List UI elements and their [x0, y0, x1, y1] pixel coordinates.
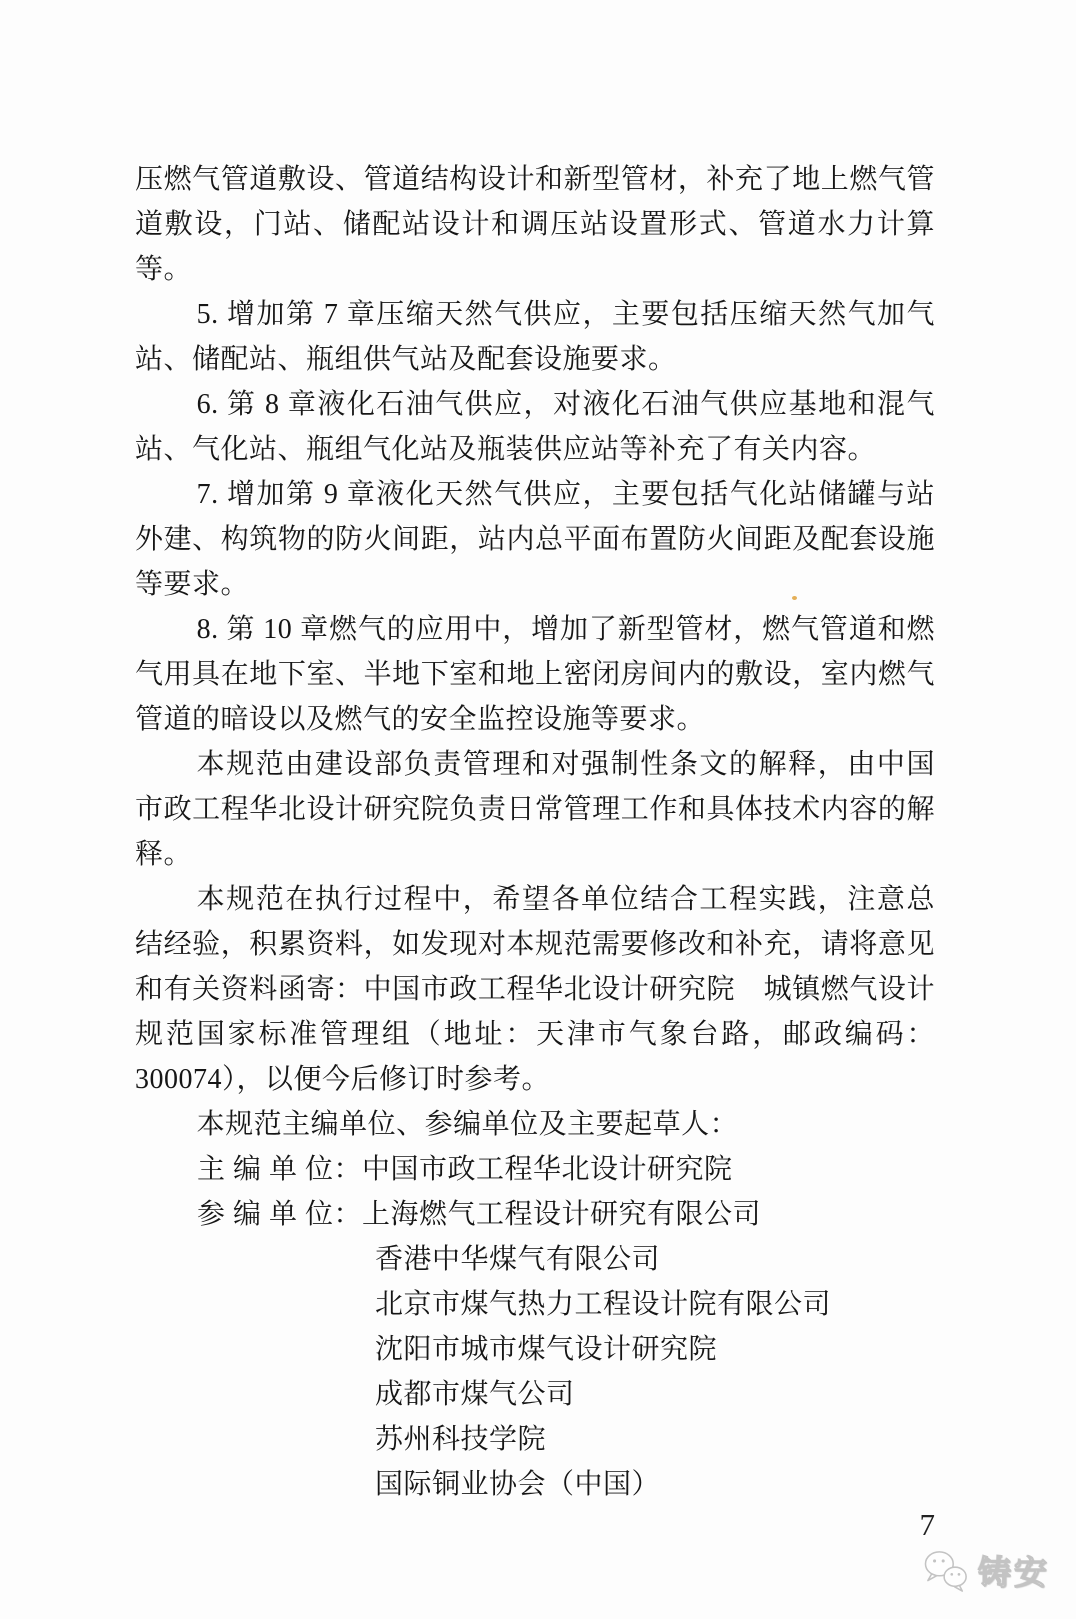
- participating-editor-first-value: 上海燃气工程设计研究有限公司: [362, 1199, 762, 1230]
- preface-text-block: [135, 157, 935, 1507]
- watermark: [923, 1547, 1050, 1594]
- participating-org: 沈阳市城市煤气设计研究院: [375, 1334, 718, 1365]
- paragraph-item-5: 5. 增加第 7 章压缩天然气供应，主要包括压缩天然气加气站、储配站、瓶组供气站及配套设施要求。: [135, 299, 935, 375]
- participating-org: 国际铜业协会（中国）: [375, 1469, 661, 1500]
- participating-org: 北京市煤气热力工程设计院有限公司: [375, 1289, 832, 1320]
- participating-org: 成都市煤气公司: [375, 1379, 575, 1410]
- paragraph-item-8: 8. 第 10 章燃气的应用中，增加了新型管材，燃气管道和燃气用具在地下室、半地下室和地上密闭房间内的敷设，室内燃气管道的暗设以及燃气的安全监控设施等要求。: [135, 614, 935, 735]
- paragraph-item-7: 7. 增加第 9 章液化天然气供应，主要包括气化站储罐与站外建、构筑物的防火间距，站内总平面布置防火间距及配套设施等要求。: [135, 479, 935, 600]
- participating-editor-line: [197, 1192, 935, 1237]
- wechat-icon: [923, 1549, 971, 1593]
- participating-org: 香港中华煤气有限公司: [375, 1244, 661, 1275]
- page-number: 7: [919, 1507, 935, 1542]
- participating-editor-label: 参 编 单 位：: [197, 1199, 363, 1230]
- paragraph-continuation: 压燃气管道敷设、管道结构设计和新型管材，补充了地上燃气管道敷设，门站、储配站设计和调压站设置形式、管道水力计算等。: [135, 164, 935, 285]
- paragraph-management: 本规范由建设部负责管理和对强制性条文的解释，由中国市政工程华北设计研究院负责日常管理工作和具体技术内容的解释。: [135, 749, 935, 870]
- chief-editor-value: 中国市政工程华北设计研究院: [362, 1154, 733, 1185]
- chief-editor-line: [197, 1147, 935, 1192]
- paragraph-editors-intro: 本规范主编单位、参编单位及主要起草人：: [196, 1109, 739, 1140]
- chief-editor-label: 主 编 单 位：: [197, 1154, 363, 1185]
- watermark-text: 铸安: [978, 1554, 1050, 1591]
- scan-artifact-dot: [792, 596, 797, 600]
- participating-org: 苏州科技学院: [375, 1424, 547, 1455]
- paragraph-item-6: 6. 第 8 章液化石油气供应，对液化石油气供应基地和混气站、气化站、瓶组气化站及瓶装供应站等补充了有关内容。: [135, 389, 935, 465]
- paragraph-feedback-address: 本规范在执行过程中，希望各单位结合工程实践，注意总结经验，积累资料，如发现对本规范需要修改和补充，请将意见和有关资料函寄：中国市政工程华北设计研究院 城镇燃气设计规范国家标准管理组（地址：天津市气象台路，邮政编码：300074），以便今后修订时参考。: [135, 884, 935, 1095]
